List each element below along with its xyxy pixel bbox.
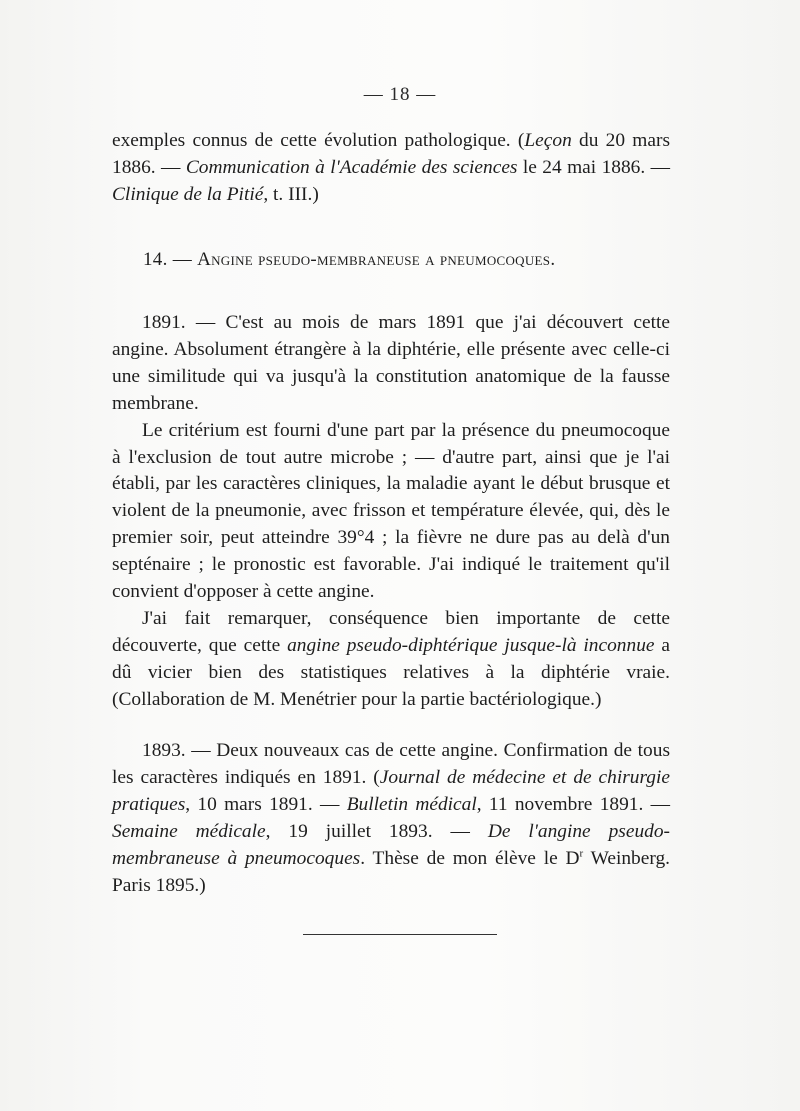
paragraph-1891: 1891. — C'est au mois de mars 1891 que j'ai découvert cette angine. Absolument étrangère à la diphtérie, elle présente avec celle-ci une similitude qui va jusqu'à la constitution anatomique de la fausse membrane. [112, 312, 670, 414]
intro-italic-lecon: Leçon [524, 130, 572, 151]
remarque-text-1: J'ai fait remarquer, conséquence bien importante de cette découverte, que cette [112, 607, 670, 656]
intro-block [112, 128, 670, 209]
heading-number: 14. — [143, 249, 198, 270]
p1893-text-3: , 11 novembre 1891. — [476, 793, 671, 815]
p1893-text-1: 1893. — Deux nouveaux cas de cette angine. Confirmation de tous les caractères indiqués en 1891. ( [112, 740, 670, 788]
section-heading [143, 249, 555, 271]
section-1893 [112, 738, 670, 899]
p1893-superscript: r [579, 847, 584, 860]
intro-italic-clinique: Clinique de la Pitié [112, 183, 264, 205]
paragraph-criterium: Le critérium est fourni d'une part par la présence du pneumocoque à l'exclusion de tout autre microbe ; — d'autre part, ainsi que je l'ai établi, par les caractères cliniques, la maladie ayant le début brusque et violent de la pneumonie, avec frisson et température élevée, qui, dès le premier soir, peut atteindre 39°4 ; la fièvre ne dure pas au delà d'un septénaire ; le pronostic est favorable. J'ai indiqué le traitement qu'il convient d'opposer à cette angine. [112, 419, 670, 603]
paragraph-1893 [112, 738, 670, 899]
intro-text-3: le 24 mai 1886. — [517, 156, 670, 178]
intro-italic-communication: Communication à l'Académie des sciences [185, 156, 518, 178]
intro-text-4: , t. III.) [263, 183, 319, 205]
intro-text-2: du 20 mars 1886. — [112, 130, 670, 178]
remarque-italic: angine pseudo-diphtérique jusque-là inconnue [287, 634, 655, 656]
p1893-text-5: . Thèse de mon élève le D [360, 847, 580, 869]
page-number: — 18 — [363, 84, 437, 105]
p1893-text-2: , 10 mars 1891. — [185, 793, 347, 815]
p1893-italic-bulletin: Bulletin médical [346, 793, 477, 815]
p1893-italic-semaine: Semaine médicale [112, 820, 266, 842]
p1893-text-4: , 19 juillet 1893. — [265, 820, 488, 842]
p1893-text-6: Weinberg. Paris 1895.) [112, 847, 671, 896]
intro-text-1: exemples connus de cette évolution pathologique. ( [112, 130, 525, 151]
paragraph-remarque [112, 606, 670, 714]
remarque-text-2: a dû vicier bien des statistiques relatives à la diphtérie vraie. (Collaboration de M. Menétrier pour la partie bactériologique.) [112, 634, 670, 710]
closing-rule [303, 934, 497, 935]
heading-title: Angine pseudo-membraneuse a pneumocoques. [197, 249, 556, 270]
p1893-italic-these: De l'angine pseudo-membraneuse à pneumocoques [112, 820, 670, 869]
section-1891 [112, 310, 670, 714]
intro-paragraph [112, 128, 670, 209]
p1893-italic-journal: Journal de médecine et de chirurgie pratiques [112, 766, 670, 815]
